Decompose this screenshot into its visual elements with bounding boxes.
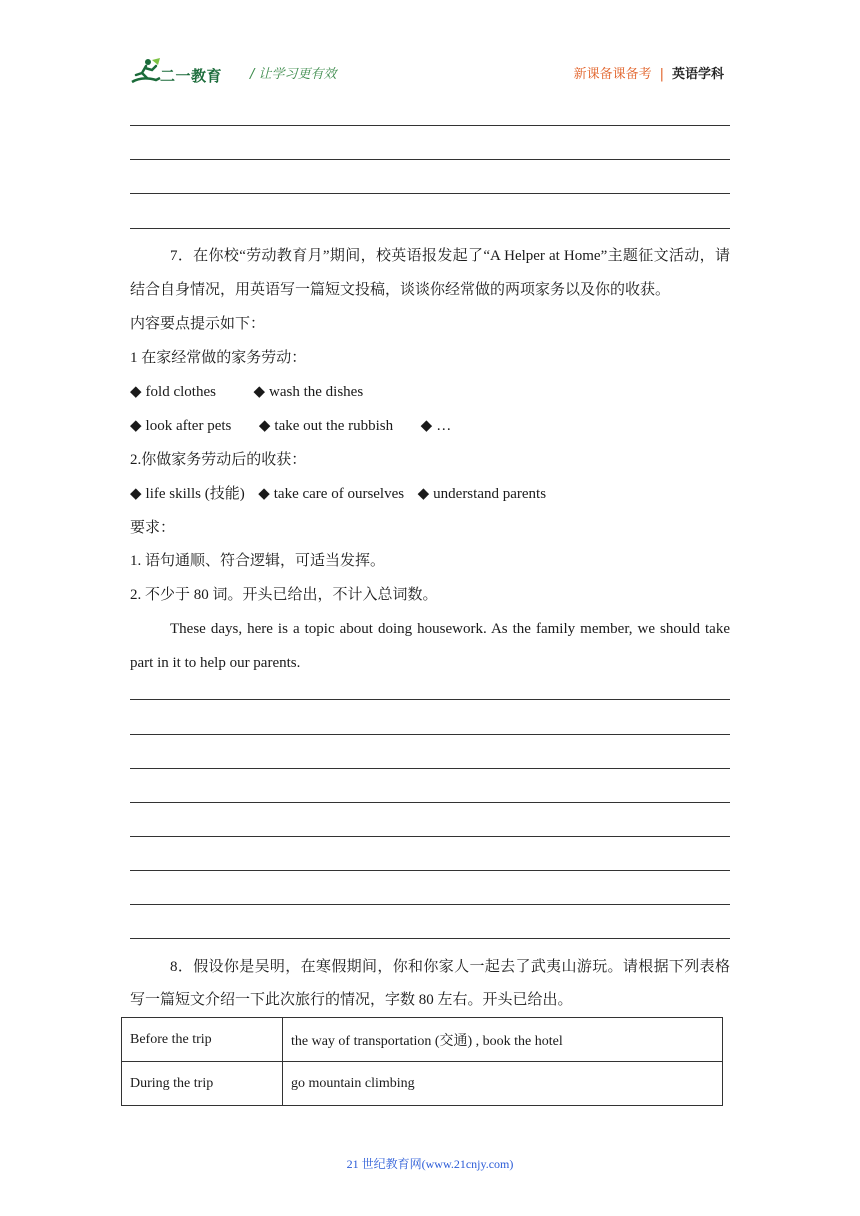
answer-line[interactable] [130,768,730,769]
chore-item: … [436,418,452,434]
bullet-icon: ◆ [130,418,142,434]
bullet-icon: ◆ [420,418,433,434]
chores-row1 [130,382,730,402]
q8-prompt-line1: 8．假设你是吴明，在寒假期间，你和你家人一起去了武夷山游玩。请根据下列表格 [170,959,730,975]
chore-item: take out the rubbish [274,418,394,434]
opening-line1: These days, here is a topic about doing housework. As the family member, we should take [170,621,730,637]
opening-line2: part in it to help our parents. [130,655,301,671]
footer-link[interactable]: 21 世纪教育网(www.21cnjy.com) [346,1157,514,1171]
header-subject: 英语学科 [671,67,724,82]
q7-prompt-line1: 7．在你校“劳动教育月”期间，校英语报发起了“A Helper at Home”主题征文活动，请 [170,248,730,264]
header-right [574,63,724,82]
q8-prompt-line2: 写一篇短文介绍一下此次旅行的情况，字数 80 左右。开头已给出。 [130,992,573,1008]
bullet-icon: ◆ [130,384,142,400]
table-cell: go mountain climbing [283,1062,723,1106]
answer-line[interactable] [130,734,730,735]
answer-line[interactable] [130,193,730,194]
bullet-icon: ◆ [258,418,271,434]
answer-line[interactable] [130,802,730,803]
q7-hint-title: 内容要点提示如下： [130,316,266,332]
header-label: 新课备课备考 [573,67,652,82]
table-row [122,1018,723,1062]
answer-line[interactable] [130,159,730,160]
bullet-icon: ◆ [253,384,265,400]
page-header [130,56,730,88]
req-title: 要求： [130,520,176,536]
trip-table [121,1017,723,1106]
answer-line[interactable] [130,836,730,837]
runner-logo-icon [130,56,164,88]
chore-item: look after pets [145,418,232,434]
logo [130,56,240,88]
answer-line[interactable] [130,699,730,700]
logo-text: 二一教育 [160,67,223,85]
gain-item: life skills (技能) [145,486,245,502]
slogan: / 让学习更有效 [250,67,337,82]
q7-prompt-line2: 结合自身情况，用英语写一篇短文投稿，谈谈你经常做的两项家务以及你的收获。 [130,282,671,298]
bullet-icon: ◆ [417,486,430,502]
gains-row [130,484,730,504]
bullet-icon: ◆ [130,486,142,502]
answer-line[interactable] [130,870,730,871]
q7-section2: 2.你做家务劳动后的收获： [130,452,307,468]
chore-item: wash the dishes [269,384,364,400]
chores-row2 [130,416,730,436]
q7-section1: 1 在家经常做的家务劳动： [130,350,307,366]
bullet-icon: ◆ [258,486,270,502]
header-separator: | [659,67,664,82]
answer-line[interactable] [130,125,730,126]
chore-item: fold clothes [145,384,216,400]
gain-item: understand parents [433,486,547,502]
table-row [122,1062,723,1106]
gain-item: take care of ourselves [273,486,405,502]
table-cell: the way of transportation (交通) , book the hotel [283,1018,723,1062]
answer-line[interactable] [130,228,730,229]
req-2: 2. 不少于 80 词。开头已给出，不计入总词数。 [130,587,438,603]
req-1: 1. 语句通顺、符合逻辑，可适当发挥。 [130,553,386,569]
table-cell: Before the trip [122,1018,283,1062]
answer-line[interactable] [130,938,730,939]
table-cell: During the trip [122,1062,283,1106]
answer-line[interactable] [130,904,730,905]
